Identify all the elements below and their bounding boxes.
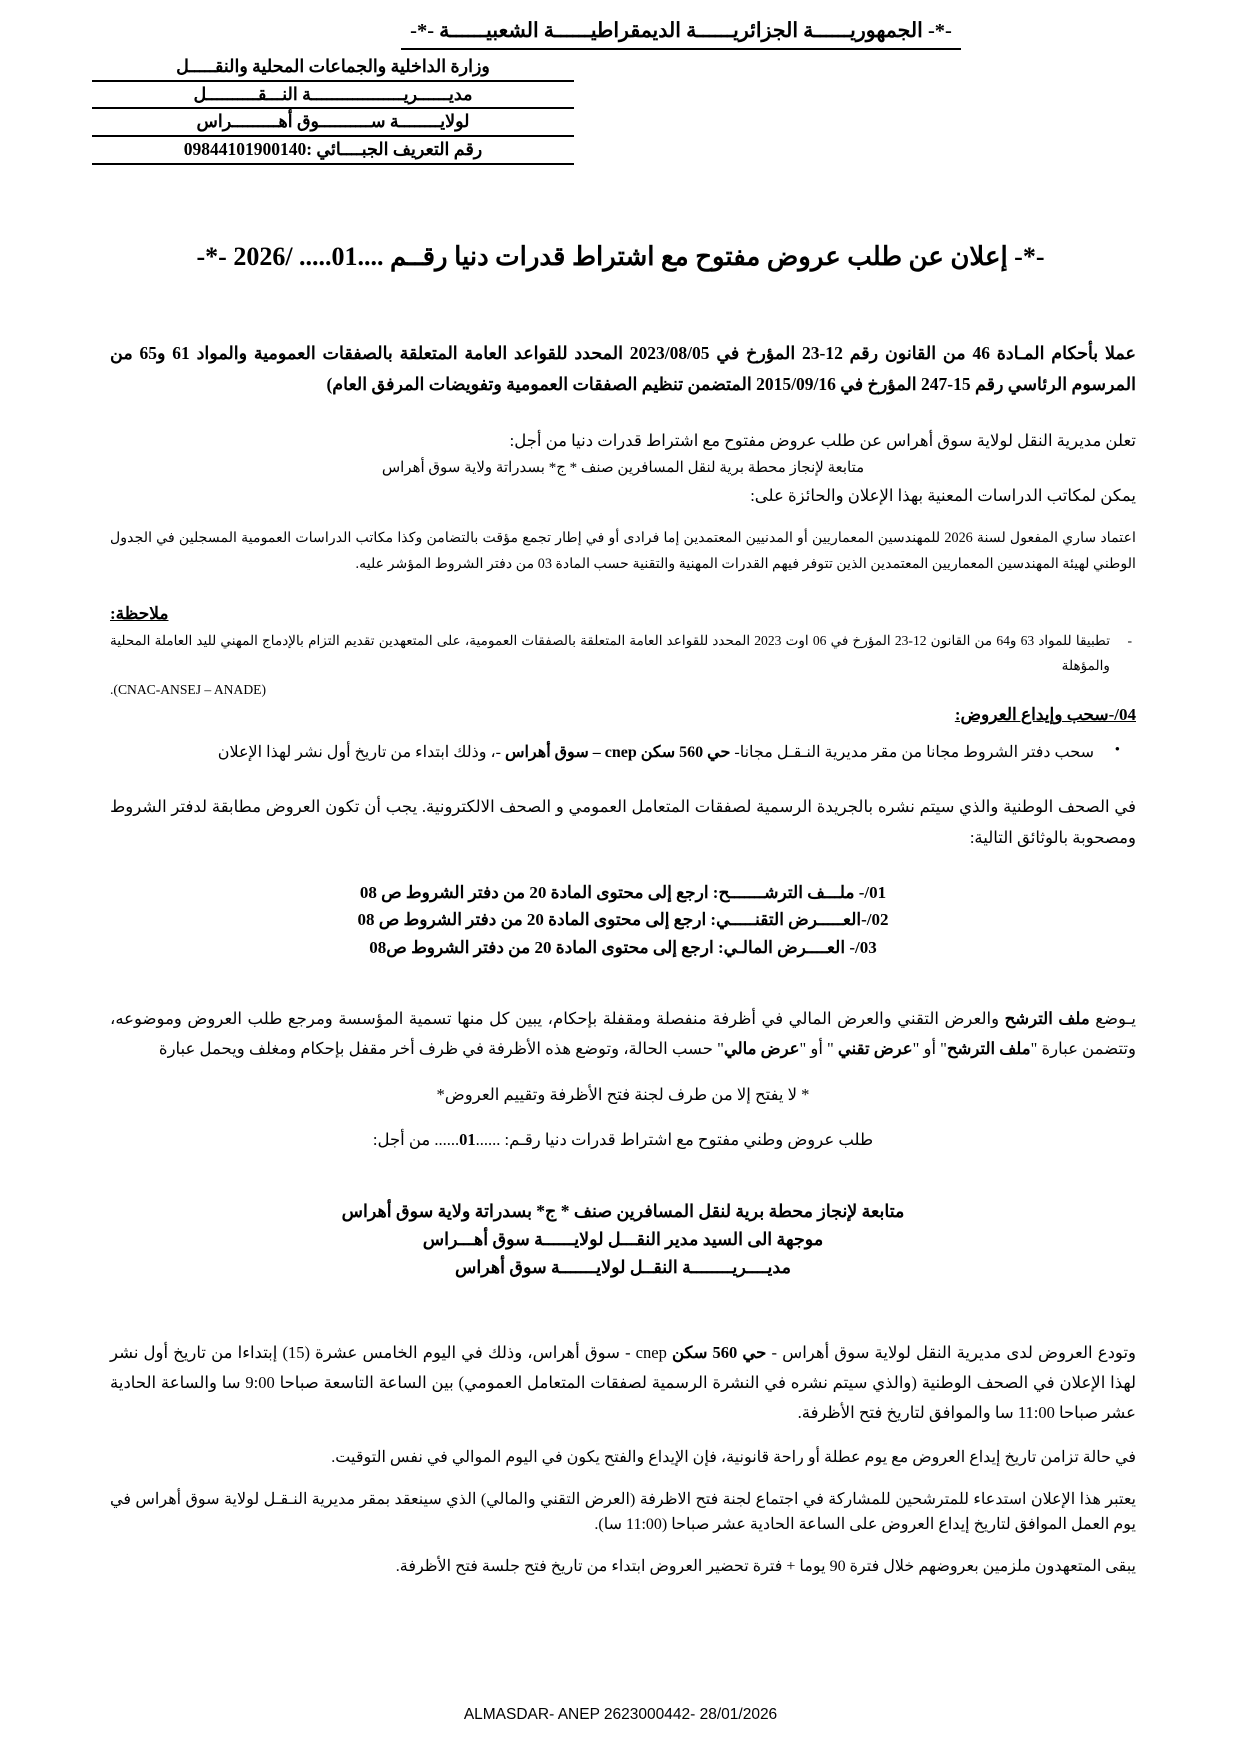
withdraw-bullet-row [110,739,1136,767]
note-heading: ملاحظة: [110,604,169,624]
tail-line-3: يبقى المتعهدون ملزمين بعروضهم خلال فترة 90 يوما + فترة تحضير العروض ابتداء من تاريخ فتح جلسة فتح الأظرفة. [395,1558,1136,1576]
page-title: -*- إعلان عن طلب عروض مفتوح مع اشتراط قدرات دنيا رقــم ....01..... /2026 -*- [196,242,1045,272]
eligibility-intro: يمكن لمكاتب الدراسات المعنية بهذا الإعلان والحائزة على: [750,486,1136,506]
note-item [110,629,1136,678]
document-body [110,400,1136,1580]
address-block [110,1197,1136,1282]
address-line-1: متابعة لإنجاز محطة برية لنقل المسافرين صنف * ج* بسدراتة ولاية سوق أهراس [341,1200,905,1221]
announcement-intro: تعلن مديرية النقل لولاية سوق أهراس عن طلب عروض مفتوح مع اشتراط قدرات دنيا من أجل: [509,431,1136,451]
note-item-suffix: (CNAC-ANSEJ – ANADE). [110,682,266,698]
withdraw-bullet-text: سحب دفتر الشروط مجانا من مقر مديرية النـقـل مجانا- حي 560 سكن cnep – سوق أهراس -، وذلك ابتداء من تاريخ أول نشر لهذا الإعلان [217,744,1094,762]
eligibility-body: اعتماد ساري المفعول لسنة 2026 للمهندسين المعماريين أو المدنيين المعتمدين إما فرادى أو في إطار تجمع مؤقت بالتضامن وكذا مكاتب الدراسات العمومية المسجلين في الجدول الوطني لهيئة المهندسين المعماريين المعتمدين الذين تتوفر فيهم القدرات المهنية والتقنية حسب المادة 03 من دفتر الشروط المؤشر عليه. [110,529,1136,572]
ministry-line-3: لولايــــــــة ســــــــــوق أهـــــــــراس [92,109,574,137]
envelope-instructions: يـوضع ملف الترشح والعرض التقني والعرض المالي في أظرفة منفصلة ومقفلة بإحكام، يبين كل منها تسمية المؤسسة ومرجع طلب العروض وموضوعه، وتتضمن عبارة "ملف الترشح" أو "عرض تقني " أو "عرض مالي" حسب الحالة، وتوضع هذه الأظرفة في ظرف أخر مقفل بإحكام ومغلف ويحمل عبارة [110,1008,1136,1059]
tail-line-1: في حالة تزامن تاريخ إيداع العروض مع يوم عطلة أو راحة قانونية، فإن الإيداع والفتح يكون في اليوم الموالي في نفس التوقيت. [331,1448,1136,1466]
note-item-text: تطبيقا للمواد 63 و64 من القانون 12-23 المؤرخ في 06 اوت 2023 المحدد للقواعد العامة المتعلقة بالصفقات العمومية، على المتعهدين تقديم التزام بالإدماج المهني لليد العاملة المحلية والمؤهلة [110,633,1110,673]
deposit-instructions: وتودع العروض لدى مديرية النقل لولاية سوق أهراس - حي 560 سكن cnep - سوق أهراس، وذلك في اليوم الخامس عشرة (15) إبتداءا من تاريخ أول نشر لهذا الإعلان في الصحف الوطنية (والذي سيتم نشره في النشرة الرسمية لصفقات المتعامل العمومي) بين الساعة التاسعة صباحا 9:00 سا والساعة الحادية عشر صباحا 11:00 سا والموافق لتاريخ فتح الأظرفة. [110,1343,1137,1423]
required-document-3: 03/- العــــرض المالـي: ارجع إلى محتوى المادة 20 من دفتر الشروط ص08 [369,937,877,957]
sealed-envelope-note: * لا يفتح إلا من طرف لجنة فتح الأظرفة وتقييم العروض* [436,1085,810,1105]
republic-header-line: -*- الجمهوريــــــة الجزائريــــــة الديمقراطيــــــة الشعبيــــــة -*- [401,18,961,50]
request-reference-line: طلب عروض وطني مفتوح مع اشتراط قدرات دنيا رقـم: ......01...... من أجل: [372,1130,874,1149]
document-header [0,0,1241,165]
note-dash: - [1127,633,1132,649]
tail-line-2: يعتبر هذا الإعلان استدعاء للمترشحين للمشاركة في اجتماع لجنة فتح الاظرفة (العرض التقني والمالي) الذي سينعقد بمقر مديرية النـقـل لولاية سوق أهراس في يوم العمل الموافق لتاريخ إيداع العروض على الساعة الحادية عشر صباحا (11:00 سا). [110,1490,1136,1534]
tax-id-line: رقم التعريف الجبــــائي :09844101900140 [92,137,574,165]
legal-basis-paragraph: عملا بأحكام المـادة 46 من القانون رقم 12-23 المؤرخ في 2023/08/05 المحدد للقواعد العامة المتعلقة بالصفقات العمومية والمواد 61 و65 من المرسوم الرئاسي رقم 15-247 المؤرخ في 2015/09/16 المتضمن تنظيم الصفقات العمومية وتفويضات المرفق العام) [110,343,1136,395]
ministry-line-1: وزارة الداخلية والجماعات المحلية والنقـــــل [92,54,574,82]
address-line-3: مديــــريــــــــة النقــل لولايـــــــة سوق أهراس [455,1257,791,1278]
bullet-icon: • [1114,742,1120,759]
section-heading-withdraw: 04/-سحب وإيداع العروض: [954,705,1136,725]
required-document-2: 02/-العـــــرض التقنـــــي: ارجع إلى محتوى المادة 20 من دفتر الشروط ص 08 [357,910,889,930]
document-footer: ALMASDAR- ANEP 2623000442- 28/01/2026 [463,1706,778,1723]
project-description: متابعة لإنجاز محطة برية لنقل المسافرين صنف * ج* بسدراتة ولاية سوق أهراس [381,459,865,476]
required-document-1: 01/- ملـــف الترشـــــــح: ارجع إلى محتوى المادة 20 من دفتر الشروط ص 08 [359,882,887,902]
address-line-2: موجهة الى السيد مدير النقـــل لولايــــــة سوق أهـــراس [422,1228,824,1249]
withdraw-continuation: في الصحف الوطنية والذي سيتم نشره بالجريدة الرسمية لصفقات المتعامل العمومي و الصحف الالكترونية. يجب أن تكون العروض مطابقة لدفتر الشروط ومصحوبة بالوثائق التالية: [110,797,1136,847]
ministry-line-2: مديــــــريــــــــــــــــــة النـــقــــــــــل [92,82,574,110]
ministry-header-block [92,54,574,165]
